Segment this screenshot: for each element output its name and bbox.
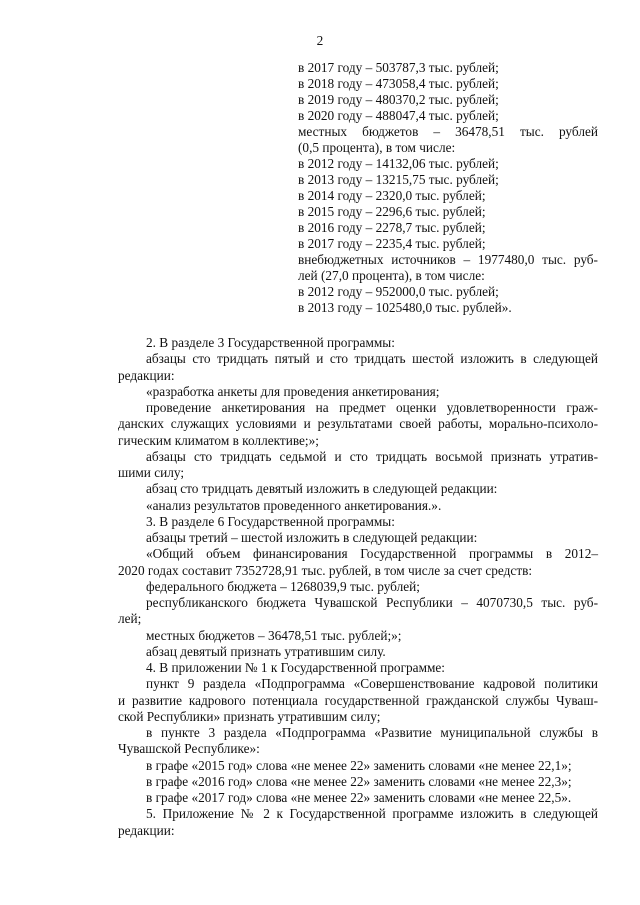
body-line: редакции: [118,822,175,838]
body-line: пункт 9 раздела «Подпрограмма «Совершенствование кадровой политики [146,676,598,692]
funding-line: в 2020 году – 488047,4 тыс. рублей; [298,108,499,123]
funding-line: в 2017 году – 2235,4 тыс. рублей; [298,236,486,251]
body-line: в пункте 3 раздела «Подпрограмма «Развитие муниципальной службы в [146,725,598,740]
page-number: 2 [316,33,324,48]
body-line: шими силу; [118,465,185,480]
funding-line: местных бюджетов – 36478,51 тыс. рублей [298,124,598,139]
body-line: в графе «2015 год» слова «не менее 22» заменить словами «не менее 22,1»; [146,757,572,773]
funding-line: в 2012 году – 14132,06 тыс. рублей; [298,156,499,171]
body-line: гическим климатом в коллективе;»; [118,432,319,448]
body-line: абзац девятый признать утратившим силу. [146,643,386,659]
funding-line: (0,5 процента), в том числе: [298,140,456,155]
funding-line: в 2014 году – 2320,0 тыс. рублей; [298,188,486,203]
body-line: данских служащих условиями и результатами своей работы, морально-психоло- [118,416,598,432]
funding-line: в 2016 году – 2278,7 тыс. рублей; [298,220,486,235]
body-line: Чувашской Республике»: [118,741,260,757]
body-line: 2. В разделе 3 Государственной программы: [146,335,395,350]
funding-line: в 2013 году – 13215,75 тыс. рублей; [298,172,499,187]
funding-line: внебюджетных источников – 1977480,0 тыс. руб- [298,252,598,267]
body-line: «разработка анкеты для проведения анкетирования; [146,383,440,399]
body-line: республиканского бюджета Чувашской Республики – 4070730,5 тыс. руб- [146,595,598,610]
funding-line: в 2019 году – 480370,2 тыс. рублей; [298,92,499,107]
funding-line: в 2015 году – 2296,6 тыс. рублей; [298,204,486,219]
funding-line: лей (27,0 процента), в том числе: [298,268,485,283]
funding-line: в 2013 году – 1025480,0 тыс. рублей». [298,300,512,315]
body-line: 4. В приложении № 1 к Государственной программе: [146,660,446,675]
body-line: ской Республики» признать утратившим силу; [118,708,381,724]
body-line: «анализ результатов проведенного анкетирования.». [146,497,442,513]
body-line: лей; [118,611,142,627]
body-line: абзац сто тридцать девятый изложить в следующей редакции: [146,481,498,497]
document-body [118,335,598,839]
body-line: «Общий объем финансирования Государственной программы в 2012– [146,546,598,562]
body-line: проведение анкетирования на предмет оценки удовлетворенности граж- [146,400,598,415]
body-line: в графе «2016 год» слова «не менее 22» заменить словами «не менее 22,3»; [146,773,572,789]
body-line: местных бюджетов – 36478,51 тыс. рублей;»; [146,627,402,643]
funding-line: в 2017 году – 503787,3 тыс. рублей; [298,60,499,75]
body-line: и развитие кадрового потенциала государственной гражданской службы Чуваш- [118,692,598,708]
body-line: 5. Приложение № 2 к Государственной программе изложить в следующей [146,806,598,822]
funding-line: в 2012 году – 952000,0 тыс. рублей; [298,284,499,299]
body-line: редакции: [118,367,175,383]
body-line: федерального бюджета – 1268039,9 тыс. рублей; [146,578,420,594]
body-line: абзацы сто тридцать седьмой и сто тридцать восьмой признать утратив- [146,448,598,464]
body-line: 2020 годах составит 7352728,91 тыс. рублей, в том числе за счет средств: [118,562,533,578]
body-line: абзацы третий – шестой изложить в следующей редакции: [146,530,478,545]
funding-line: в 2018 году – 473058,4 тыс. рублей; [298,76,499,91]
body-line: 3. В разделе 6 Государственной программы: [146,513,395,529]
body-line: абзацы сто тридцать пятый и сто тридцать шестой изложить в следующей [146,351,598,367]
funding-column [298,60,598,316]
body-line: в графе «2017 год» слова «не менее 22» заменить словами «не менее 22,5». [146,790,572,805]
